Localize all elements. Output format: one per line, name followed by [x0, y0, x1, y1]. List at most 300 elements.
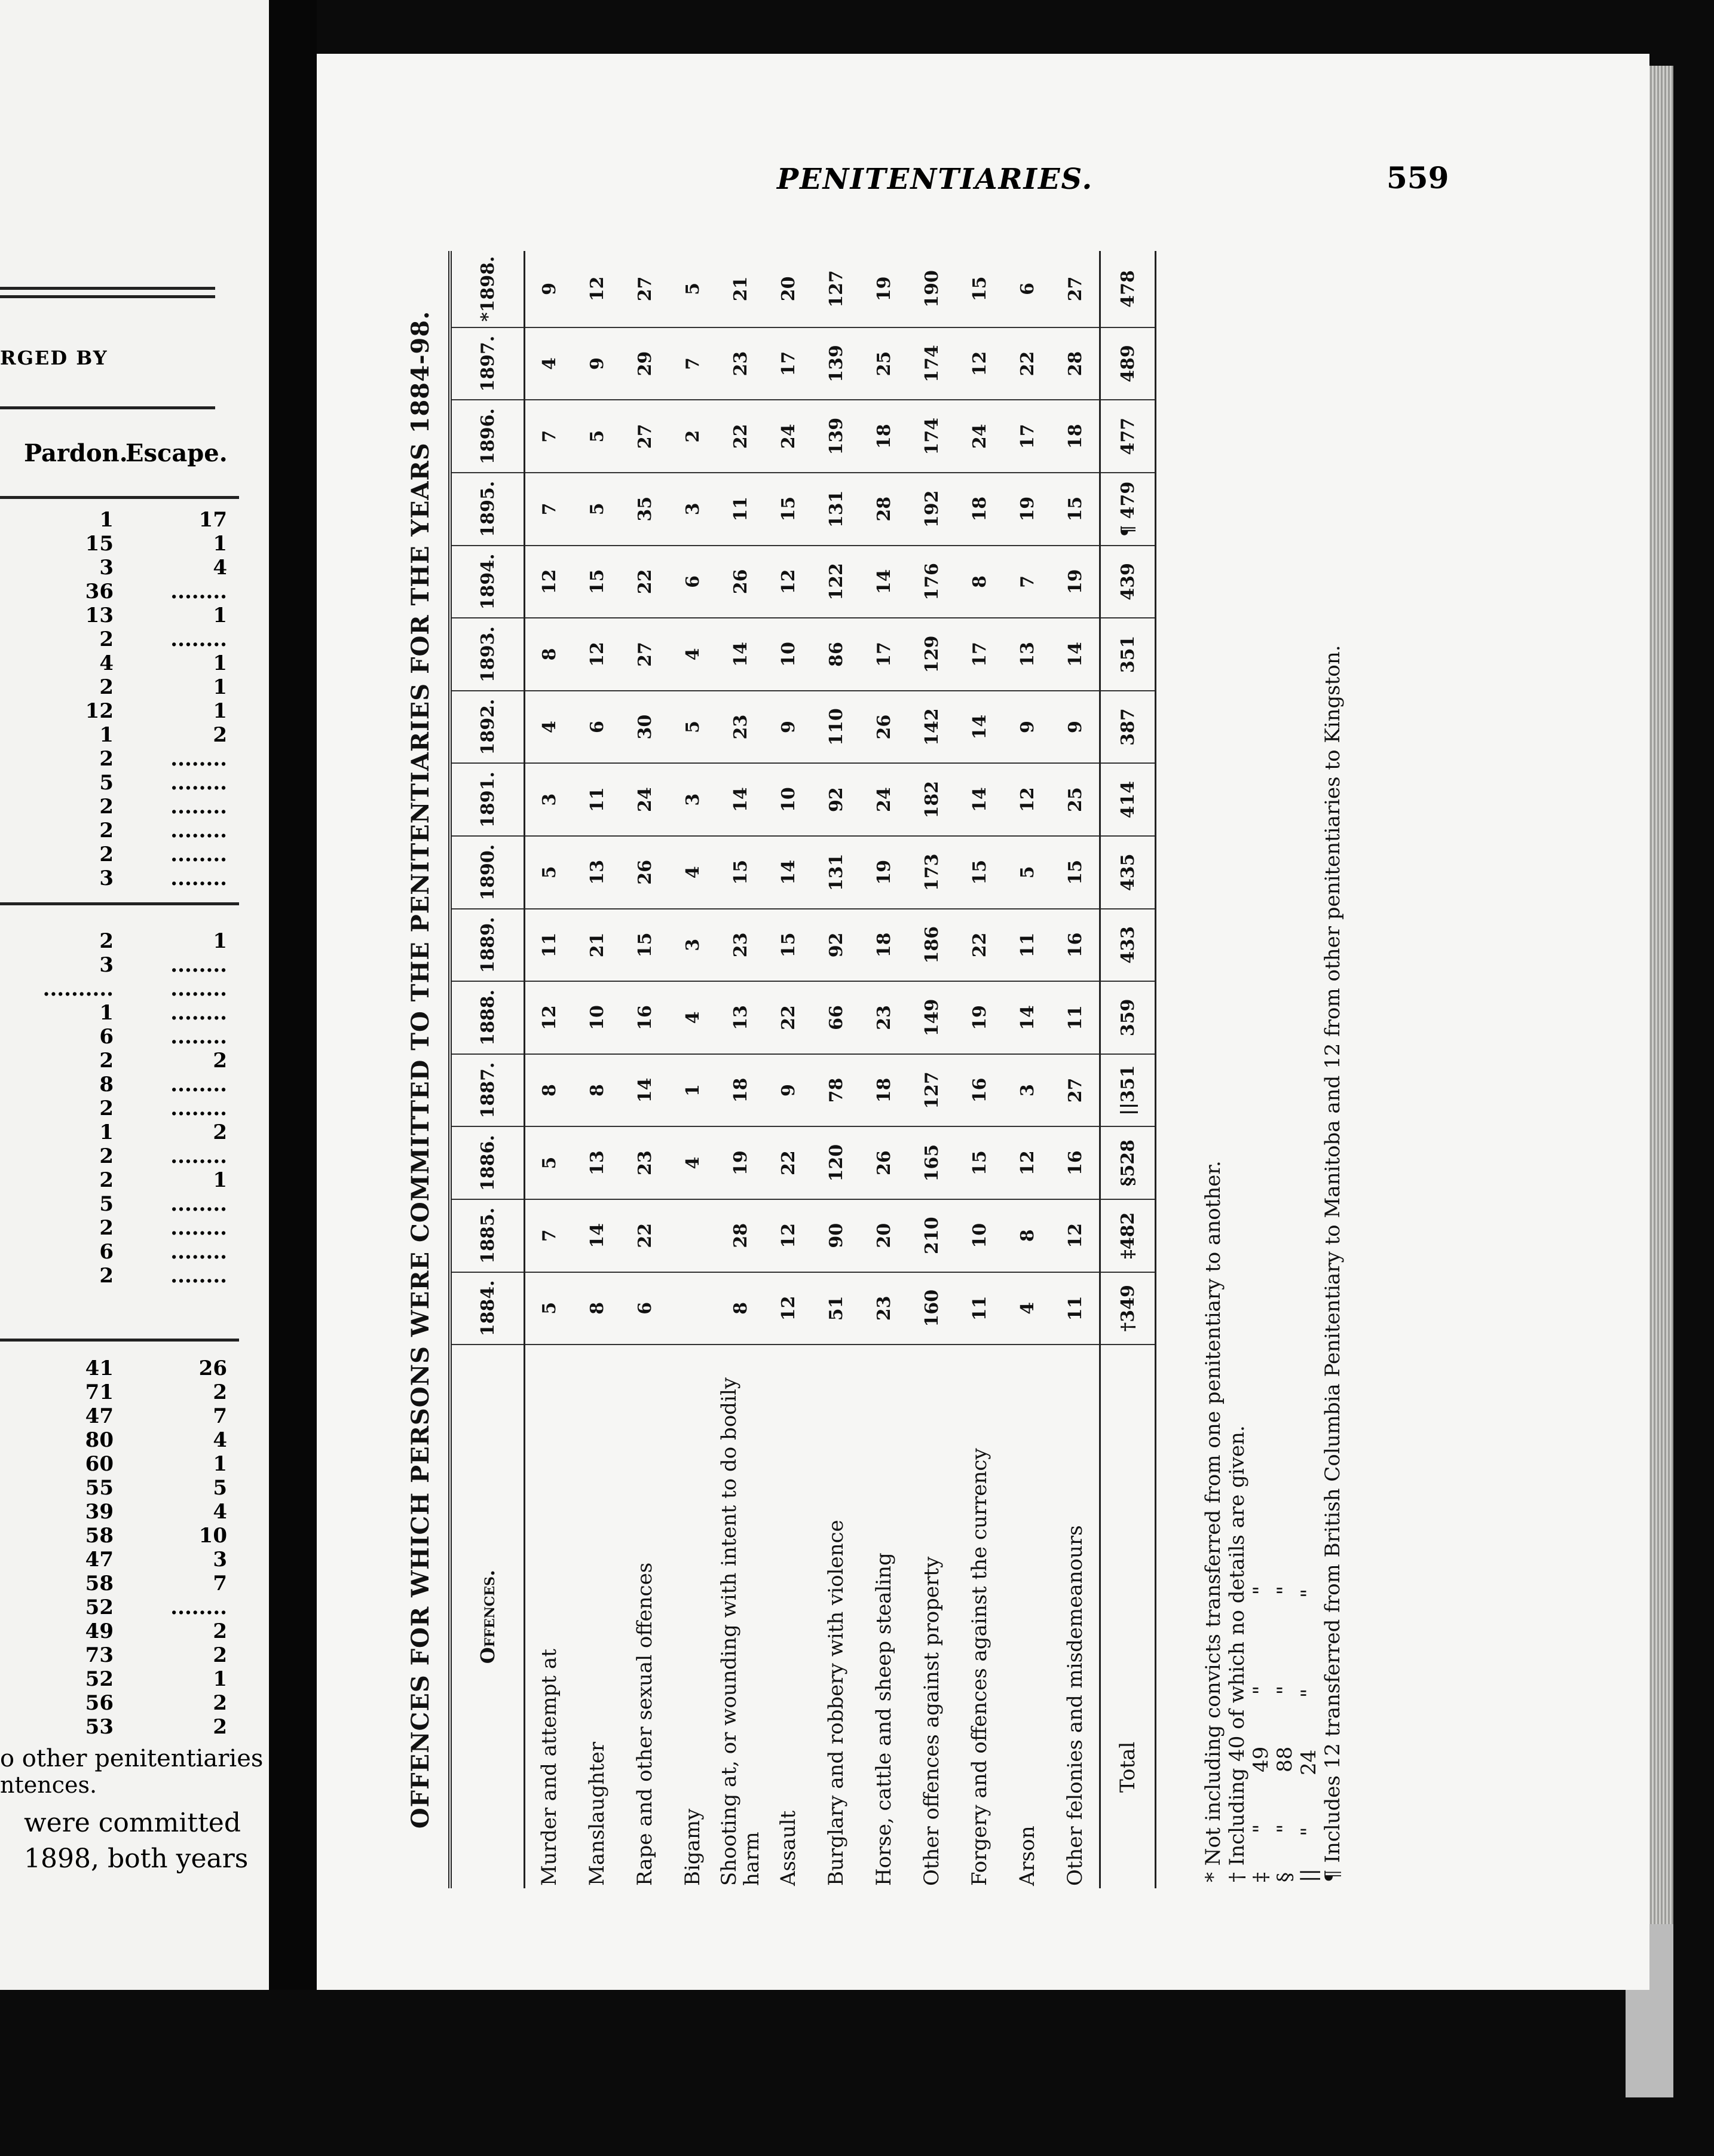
table-cell: ........ [170, 1264, 227, 1288]
table-cell: 15 [956, 1126, 1003, 1199]
table-cell: 12 [525, 981, 574, 1054]
table-cell: 2 [213, 1715, 227, 1739]
table-cell: 2 [99, 795, 114, 819]
table-cell: 12 [573, 618, 621, 691]
table-cell: 73 [85, 1643, 114, 1667]
table-cell: ........ [170, 747, 227, 771]
table-cell: 20 [860, 1199, 908, 1272]
table-cell: 15 [717, 836, 764, 909]
table-cell: 23 [717, 691, 764, 764]
pardon-column-1 [36, 508, 114, 890]
table-cell: 3 [213, 1548, 227, 1572]
offence-label: Horse, cattle and sheep stealing [872, 1552, 896, 1886]
total-cell: 414 [1100, 763, 1156, 836]
table-cell: 14 [764, 836, 812, 909]
total-cell: 387 [1100, 691, 1156, 764]
table-cell: 18 [860, 1054, 908, 1127]
table-cell: ........ [170, 977, 227, 1001]
table-cell: 9 [1003, 691, 1051, 764]
table-cell: 2 [99, 1264, 114, 1288]
table-cell: 2 [213, 1380, 227, 1404]
table-cell: 13 [1003, 618, 1051, 691]
table-cell: 22 [621, 546, 669, 618]
escape-column-3 [131, 1356, 227, 1739]
table-cell: 25 [860, 327, 908, 400]
table-cell: 18 [956, 473, 1003, 546]
table-cell: 6 [99, 1240, 114, 1264]
table-cell: ........ [170, 1144, 227, 1168]
table-cell: 8 [525, 1054, 574, 1127]
table-cell: 139 [812, 327, 860, 400]
table-cell: 15 [956, 836, 1003, 909]
table-cell: 14 [717, 618, 764, 691]
table-row [860, 251, 908, 1888]
offence-label: Manslaughter [585, 1741, 609, 1886]
table-cell: 2 [99, 675, 114, 699]
table-cell: 15 [1051, 836, 1100, 909]
table-cell: 3 [669, 473, 717, 546]
table-cell: 4 [1003, 1272, 1051, 1345]
body-text-line: were committed [24, 1808, 241, 1838]
table-cell: 5 [669, 251, 717, 327]
table-cell: 5 [573, 400, 621, 473]
table-cell: 22 [621, 1199, 669, 1272]
offences-column-header: Offences. [450, 1345, 525, 1888]
table-title: OFFENCES FOR WHICH PERSONS WERE COMMITTED TO THE PENITENTIARIES FOR THE YEARS 1884-98. [406, 310, 434, 1829]
total-cell: §528 [1100, 1126, 1156, 1199]
table-cell: 5 [213, 1476, 227, 1500]
table-cell: 12 [525, 546, 574, 618]
table-row [1003, 251, 1051, 1888]
table-cell: 19 [860, 836, 908, 909]
table-cell: 139 [812, 400, 860, 473]
table-cell: 22 [717, 400, 764, 473]
table-cell: ........ [170, 843, 227, 866]
table-cell: 22 [764, 981, 812, 1054]
table-cell: 6 [99, 1025, 114, 1049]
table-cell: 186 [908, 909, 956, 982]
table-cell: 20 [764, 251, 812, 327]
table-cell: 3 [99, 953, 114, 977]
table-cell: 131 [812, 473, 860, 546]
footnotes [1201, 269, 1345, 1882]
table-cell: 1 [213, 604, 227, 627]
table-cell: 2 [99, 1168, 114, 1192]
year-column-header: 1897. [450, 327, 525, 400]
year-column-header: 1896. [450, 400, 525, 473]
table-cell: 52 [85, 1595, 114, 1619]
table-cell: 4 [669, 981, 717, 1054]
table-cell: ........ [170, 1240, 227, 1264]
rule-line [0, 406, 215, 409]
table-cell: 11 [1051, 1272, 1100, 1345]
table-cell: 41 [85, 1356, 114, 1380]
table-cell: 5 [99, 771, 114, 795]
table-cell: ........ [170, 866, 227, 890]
escape-column-2 [131, 929, 227, 1288]
table-cell: 4 [669, 836, 717, 909]
table-cell: 27 [621, 400, 669, 473]
year-column-header: 1884. [450, 1272, 525, 1345]
footnote: ¶ Includes 12 transferred from British Columbia Penitentiary to Manitoba and 12 from other penitentiaries to Kingston. [1321, 645, 1345, 1882]
offence-label: Murder and attempt at [537, 1649, 561, 1886]
table-cell: 16 [621, 981, 669, 1054]
table-cell: 1 [99, 1001, 114, 1025]
total-label: Total [1100, 1345, 1156, 1888]
table-cell: 3 [525, 763, 574, 836]
table-cell: 7 [525, 1199, 574, 1272]
body-text-line: 1898, both years [24, 1843, 249, 1874]
table-cell: 149 [908, 981, 956, 1054]
year-column-header: 1886. [450, 1126, 525, 1199]
table-cell: ........ [170, 1192, 227, 1216]
table-cell: 14 [717, 763, 764, 836]
table-cell: ........ [170, 1097, 227, 1120]
table-cell: 6 [669, 546, 717, 618]
table-cell: 58 [85, 1524, 114, 1548]
footnote: ‡ " 49 " " [1249, 1585, 1273, 1882]
table-cell: 2 [99, 747, 114, 771]
table-cell: 92 [812, 763, 860, 836]
running-title: PENITENTIARIES. [777, 163, 1094, 196]
year-column-header: 1895. [450, 473, 525, 546]
table-cell: ........ [170, 819, 227, 843]
table-cell: ........ [170, 795, 227, 819]
table-cell: 30 [621, 691, 669, 764]
table-cell: 13 [85, 604, 114, 627]
table-cell: 192 [908, 473, 956, 546]
table-cell: 49 [85, 1619, 114, 1643]
table-cell: 7 [525, 473, 574, 546]
previous-page-heading: RGED BY [0, 347, 108, 369]
table-cell: 12 [1051, 1199, 1100, 1272]
table-cell: 26 [717, 546, 764, 618]
table-cell: 15 [85, 532, 114, 556]
total-cell: ||351 [1100, 1054, 1156, 1127]
table-cell: 2 [213, 1691, 227, 1715]
table-cell: 27 [1051, 251, 1100, 327]
column-header-escape: Escape. [126, 439, 228, 467]
table-cell: ........ [170, 1595, 227, 1619]
table-cell: 120 [812, 1126, 860, 1199]
table-cell: 14 [573, 1199, 621, 1272]
table-cell: 17 [198, 508, 227, 532]
table-cell: 174 [908, 327, 956, 400]
total-cell: 359 [1100, 981, 1156, 1054]
table-cell: 129 [908, 618, 956, 691]
table-cell: 5 [525, 1126, 574, 1199]
offence-label: Shooting at, or wounding with intent to do bodily harm [717, 1377, 764, 1886]
table-cell: 7 [525, 400, 574, 473]
year-column-header: 1888. [450, 981, 525, 1054]
offence-label: Other felonies and misdemeanours [1063, 1525, 1087, 1886]
footnote: * Not including convicts transferred from one penitentiary to another. [1201, 1160, 1225, 1882]
table-cell: 16 [1051, 1126, 1100, 1199]
table-cell: 5 [573, 473, 621, 546]
offence-label: Other offences against property [920, 1556, 944, 1886]
table-cell: 14 [621, 1054, 669, 1127]
table-cell: 27 [621, 251, 669, 327]
table-cell: ........ [170, 1025, 227, 1049]
table-cell: 14 [1003, 981, 1051, 1054]
table-cell: ........ [170, 1216, 227, 1240]
rule-line [0, 1339, 239, 1342]
table-cell: 12 [956, 327, 1003, 400]
table-cell: 17 [860, 618, 908, 691]
table-cell: 3 [1003, 1054, 1051, 1127]
table-cell: 3 [669, 763, 717, 836]
table-cell: ........ [170, 953, 227, 977]
table-cell: 66 [812, 981, 860, 1054]
table-cell: 52 [85, 1667, 114, 1691]
table-cell: 9 [525, 251, 574, 327]
year-column-header: *1898. [450, 251, 525, 327]
table-cell: 24 [764, 400, 812, 473]
table-cell: 58 [85, 1572, 114, 1595]
total-cell: 433 [1100, 909, 1156, 982]
table-cell: 39 [85, 1500, 114, 1524]
table-cell: 122 [812, 546, 860, 618]
total-cell: 489 [1100, 327, 1156, 400]
table-cell: 5 [525, 1272, 574, 1345]
table-cell: 131 [812, 836, 860, 909]
table-cell: 1 [99, 508, 114, 532]
column-header-pardon: Pardon. [24, 439, 128, 467]
table-cell: 13 [573, 1126, 621, 1199]
table-cell: 17 [956, 618, 1003, 691]
table-cell: 190 [908, 251, 956, 327]
table-cell: 71 [85, 1380, 114, 1404]
table-cell: ........ [170, 771, 227, 795]
table-cell: 1 [213, 1452, 227, 1476]
table-cell: 9 [764, 691, 812, 764]
table-cell: 5 [669, 691, 717, 764]
table-row [764, 251, 812, 1888]
table-cell: 1 [213, 1667, 227, 1691]
table-cell: 2 [99, 929, 114, 953]
body-text-line: ntences. [0, 1772, 97, 1798]
table-cell: 12 [85, 699, 114, 723]
table-row [621, 251, 669, 1888]
year-column-header: 1891. [450, 763, 525, 836]
table-cell: 9 [764, 1054, 812, 1127]
table-cell: 86 [812, 618, 860, 691]
total-cell: 477 [1100, 400, 1156, 473]
table-cell: 22 [1003, 327, 1051, 400]
pardon-column-2 [36, 929, 114, 1288]
table-cell: 5 [99, 1192, 114, 1216]
table-cell: ........ [170, 580, 227, 604]
table-cell: 4 [525, 691, 574, 764]
table-cell: 11 [525, 909, 574, 982]
footnote: § " 88 " " [1273, 1585, 1297, 1882]
table-cell: 14 [1051, 618, 1100, 691]
table-cell: 160 [908, 1272, 956, 1345]
table-row [573, 251, 621, 1888]
total-cell: †349 [1100, 1272, 1156, 1345]
table-cell: 8 [1003, 1199, 1051, 1272]
table-cell: 15 [764, 473, 812, 546]
table-cell: 22 [764, 1126, 812, 1199]
year-column-header: 1892. [450, 691, 525, 764]
table-cell: 2 [213, 1120, 227, 1144]
table-cell: 4 [213, 1428, 227, 1452]
table-cell: 2 [99, 1097, 114, 1120]
table-cell: 15 [573, 546, 621, 618]
table-cell: 13 [717, 981, 764, 1054]
table-cell: 6 [1003, 251, 1051, 327]
table-cell: 27 [1051, 1054, 1100, 1127]
rule-line [0, 295, 215, 298]
table-cell: 53 [85, 1715, 114, 1739]
escape-column-1 [131, 508, 227, 890]
table-cell: 10 [573, 981, 621, 1054]
table-cell: 176 [908, 546, 956, 618]
table-cell: 28 [717, 1199, 764, 1272]
rotated-table-block [400, 251, 1357, 1888]
table-cell: 2 [99, 627, 114, 651]
table-cell: 8 [956, 546, 1003, 618]
table-cell: 1 [213, 532, 227, 556]
table-cell: 78 [812, 1054, 860, 1127]
footnote: † Including 40 of which no details are given. [1225, 1425, 1249, 1882]
year-column-header: 1894. [450, 546, 525, 618]
table-cell: 23 [717, 327, 764, 400]
table-cell: 2 [213, 723, 227, 747]
table-cell: 2 [213, 1049, 227, 1073]
table-cell: 10 [764, 763, 812, 836]
total-cell: ¶ 479 [1100, 473, 1156, 546]
total-cell: 351 [1100, 618, 1156, 691]
table-cell: 18 [860, 909, 908, 982]
table-cell: 5 [525, 836, 574, 909]
table-cell: 1 [99, 723, 114, 747]
table-cell: 8 [717, 1272, 764, 1345]
table-cell: 23 [621, 1126, 669, 1199]
table-cell [669, 1199, 717, 1272]
table-cell: 36 [85, 580, 114, 604]
table-cell: 10 [198, 1524, 227, 1548]
table-cell: 142 [908, 691, 956, 764]
table-cell: 1 [213, 651, 227, 675]
year-column-header: 1885. [450, 1199, 525, 1272]
table-cell: 21 [573, 909, 621, 982]
table-cell: 8 [573, 1272, 621, 1345]
table-cell: 17 [764, 327, 812, 400]
table-cell: 24 [621, 763, 669, 836]
table-cell: 12 [1003, 763, 1051, 836]
table-cell: 165 [908, 1126, 956, 1199]
table-cell: 18 [717, 1054, 764, 1127]
table-cell: ........ [170, 1001, 227, 1025]
total-cell: 435 [1100, 836, 1156, 909]
table-cell: 56 [85, 1691, 114, 1715]
table-cell: 10 [956, 1199, 1003, 1272]
rule-line [0, 496, 239, 499]
offence-label: Bigamy [681, 1808, 705, 1886]
table-cell: 26 [621, 836, 669, 909]
pardon-column-3 [36, 1356, 114, 1739]
body-text-line: o other penitentiaries [0, 1745, 264, 1772]
table-cell: 2 [99, 1144, 114, 1168]
table-cell: 4 [669, 618, 717, 691]
previous-page-fragment [0, 0, 269, 1990]
table-cell: 16 [956, 1054, 1003, 1127]
table-cell: 8 [573, 1054, 621, 1127]
table-cell: 7 [669, 327, 717, 400]
table-cell: 12 [1003, 1126, 1051, 1199]
table-cell: 26 [860, 691, 908, 764]
table-cell: 4 [213, 556, 227, 580]
table-cell: 60 [85, 1452, 114, 1476]
table-cell: 3 [99, 556, 114, 580]
year-column-header: 1889. [450, 909, 525, 982]
table-cell: 51 [812, 1272, 860, 1345]
table-cell: 12 [764, 546, 812, 618]
table-cell: 16 [1051, 909, 1100, 982]
table-cell: 2 [213, 1619, 227, 1643]
table-cell: 9 [1051, 691, 1100, 764]
table-cell: 174 [908, 400, 956, 473]
table-cell: 15 [621, 909, 669, 982]
table-cell: 2 [669, 400, 717, 473]
table-cell: 11 [573, 763, 621, 836]
table-cell: 14 [956, 691, 1003, 764]
table-cell: 25 [1051, 763, 1100, 836]
table-cell: 11 [1003, 909, 1051, 982]
table-cell: ........ [170, 1073, 227, 1097]
table-cell: 127 [908, 1054, 956, 1127]
table-cell: 10 [764, 618, 812, 691]
table-cell: ........ [170, 627, 227, 651]
offences-table [448, 251, 1156, 1888]
table-cell: 110 [812, 691, 860, 764]
table-cell: 11 [717, 473, 764, 546]
table-cell: 7 [213, 1404, 227, 1428]
table-cell: 15 [956, 251, 1003, 327]
table-cell: 1 [213, 699, 227, 723]
table-cell: 11 [956, 1272, 1003, 1345]
table-cell: 92 [812, 909, 860, 982]
table-cell: 3 [99, 866, 114, 890]
table-cell: .......... [42, 977, 114, 1001]
table-cell: 173 [908, 836, 956, 909]
table-row [956, 251, 1003, 1888]
book-gutter [269, 0, 317, 1990]
table-cell: 19 [717, 1126, 764, 1199]
table-cell: 24 [860, 763, 908, 836]
table-cell: 17 [1003, 400, 1051, 473]
table-cell: 19 [1051, 546, 1100, 618]
table-cell: 15 [764, 909, 812, 982]
offence-label: Assault [776, 1810, 800, 1886]
year-column-header: 1893. [450, 618, 525, 691]
offence-label: Rape and other sexual offences [633, 1562, 657, 1886]
table-cell: 23 [860, 981, 908, 1054]
table-cell: 127 [812, 251, 860, 327]
table-cell: 23 [717, 909, 764, 982]
page-number: 559 [1386, 160, 1449, 195]
table-cell: 4 [213, 1500, 227, 1524]
offence-label: Arson [1015, 1826, 1039, 1886]
table-cell: 18 [860, 400, 908, 473]
table-cell: 28 [1051, 327, 1100, 400]
table-cell: 8 [99, 1073, 114, 1097]
total-cell: 478 [1100, 251, 1156, 327]
table-cell: 29 [621, 327, 669, 400]
total-cell: ‡482 [1100, 1199, 1156, 1272]
table-cell: 13 [573, 836, 621, 909]
